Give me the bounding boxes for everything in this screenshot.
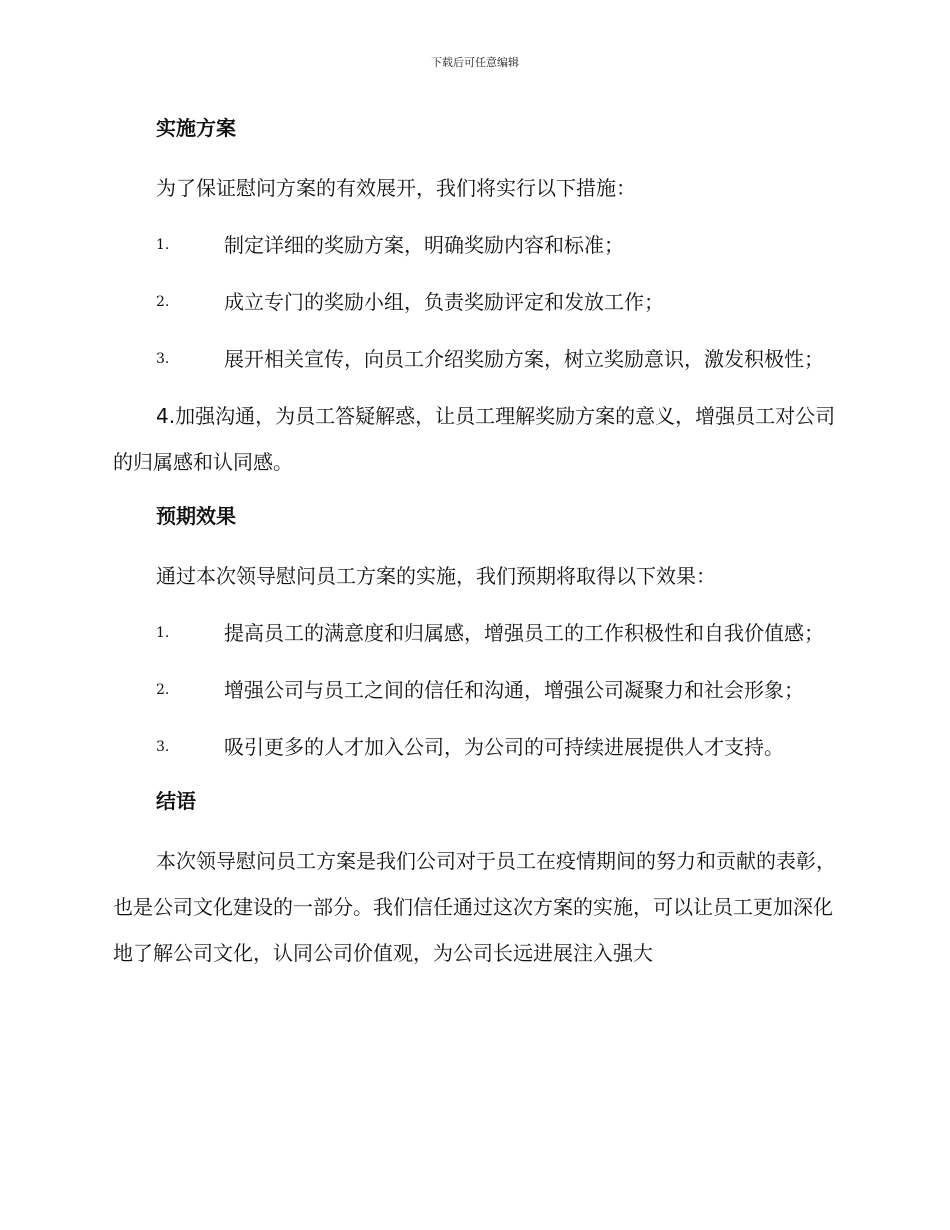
list-item — [113, 667, 837, 713]
list-item-text: 展开相关宣传，向员工介绍奖励方案，树立奖励意识，激发积极性； — [224, 347, 824, 371]
section-heading-conclusion: 结语 — [156, 789, 196, 813]
conclusion-body: 本次领导慰问员工方案是我们公司对于员工在疫情期间的努力和贡献的表彰，也是公司文化建设的一部分。我们信任通过这次方案的实施，可以让员工更加深化地了解公司文化，认同公司价值观，为公司长远进展注入强大 — [113, 849, 836, 965]
list-item-text: 吸引更多的人才加入公司，为公司的可持续进展提供人才支持。 — [224, 735, 784, 759]
list-item-number: 1. — [156, 625, 170, 641]
list-item — [113, 336, 837, 382]
list-item-number: 2. — [156, 294, 170, 310]
list-item — [113, 610, 837, 656]
implementation-item-4: 4.加强沟通，为员工答疑解惑，让员工理解奖励方案的意义，增强员工对公司的归属感和认同感。 — [113, 404, 836, 474]
list-item — [113, 724, 837, 770]
list-item — [113, 279, 837, 325]
list-item-text: 提高员工的满意度和归属感，增强员工的工作积极性和自我价值感； — [224, 621, 824, 645]
list-item — [113, 222, 837, 268]
section-heading-implementation: 实施方案 — [156, 116, 236, 140]
list-item-text: 增强公司与员工之间的信任和沟通，增强公司凝聚力和社会形象； — [224, 678, 804, 702]
list-item-number: 3. — [156, 351, 170, 367]
list-item-text: 成立专门的奖励小组，负责奖励评定和发放工作； — [224, 290, 664, 314]
section-heading-expected-results: 预期效果 — [156, 504, 236, 528]
list-item-number: 3. — [156, 739, 170, 755]
page-header: 下载后可任意编辑 — [431, 56, 519, 69]
implementation-intro: 为了保证慰问方案的有效展开，我们将实行以下措施： — [156, 176, 636, 200]
expected-results-intro: 通过本次领导慰问员工方案的实施，我们预期将取得以下效果： — [156, 564, 716, 588]
list-item-number: 1. — [156, 237, 170, 253]
list-item-text: 制定详细的奖励方案，明确奖励内容和标准； — [224, 233, 624, 257]
document-body — [113, 108, 837, 976]
list-item-number: 2. — [156, 682, 170, 698]
